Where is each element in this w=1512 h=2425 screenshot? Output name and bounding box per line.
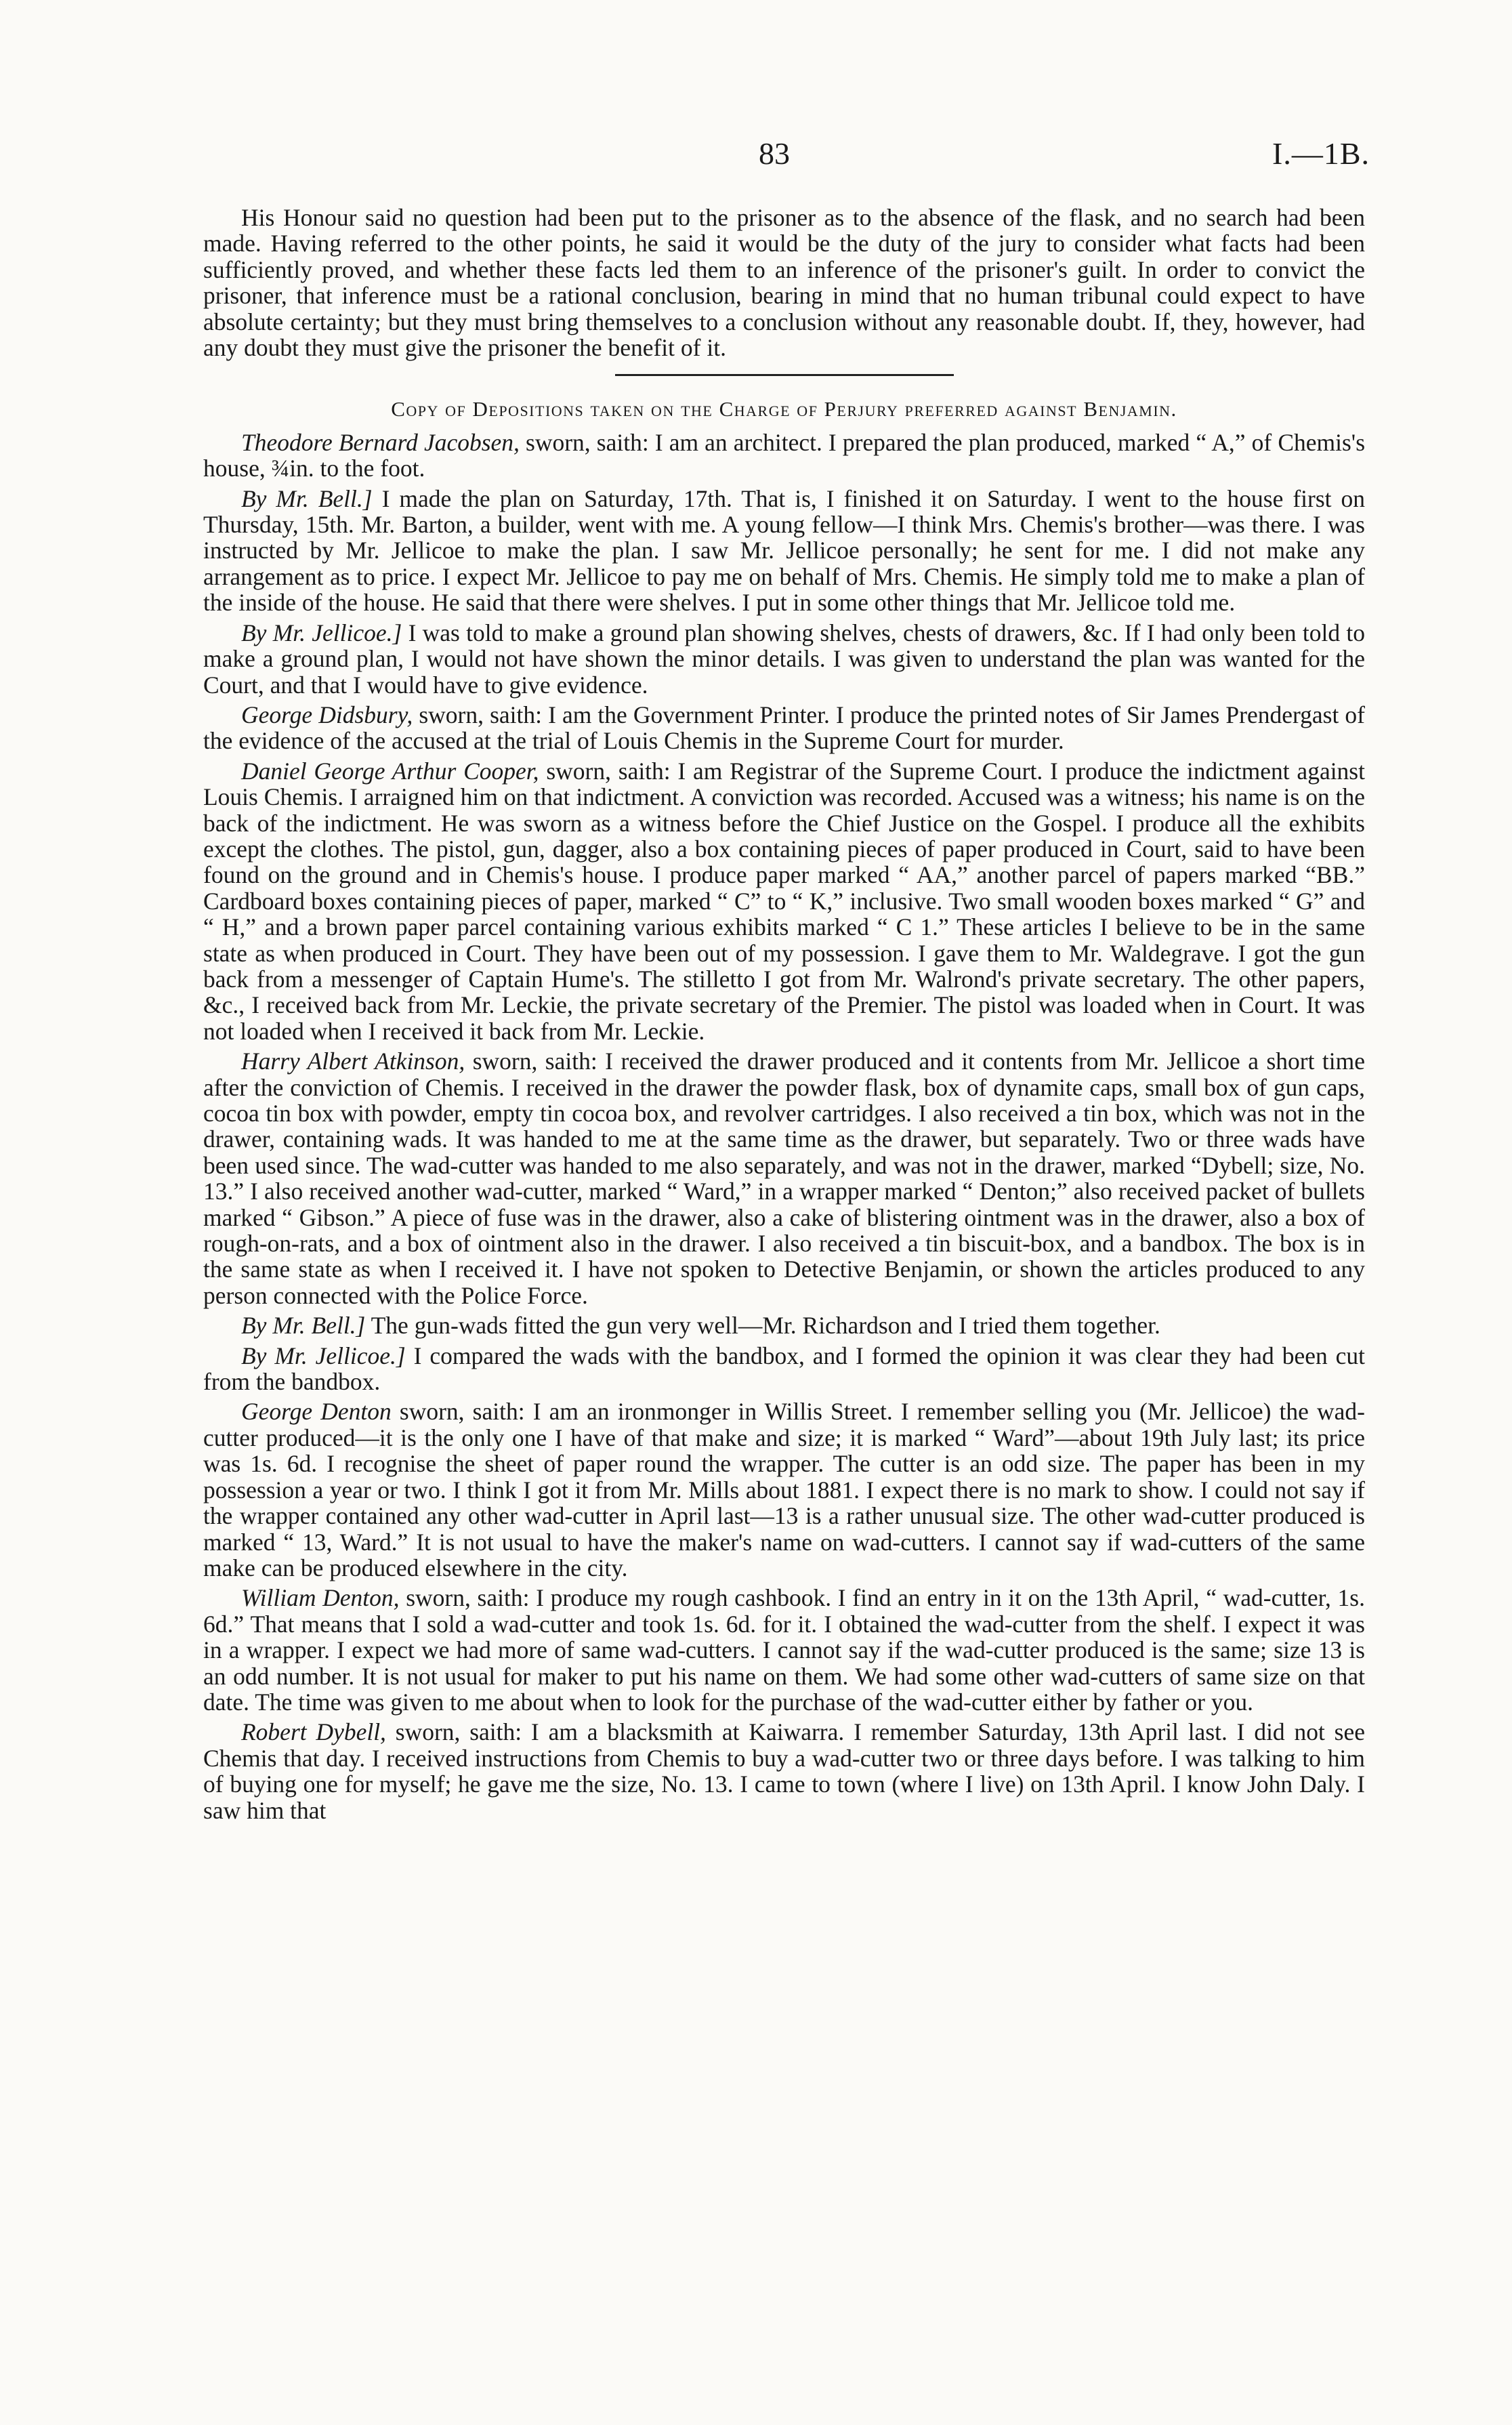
deposition-text: sworn, saith: I am an architect. I prepared the plan produced, marked “ A,” of Chemis's house, ¾in. to the foot. [203, 428, 1366, 482]
deposition-speaker: George Denton [241, 1398, 392, 1426]
deposition-speaker: By Mr. Jellicoe.] [241, 619, 402, 646]
deposition-paragraph [203, 1398, 1365, 1581]
document-code: I.—1B. [1272, 136, 1370, 171]
deposition-speaker: Harry Albert Atkinson, [241, 1048, 465, 1075]
deposition-text: I made the plan on Saturday, 17th. That is, I finished it on Saturday. I went to the house first on Thursday, 15th. Mr. Barton, a builder, went with me. A young fellow—I think Mrs. Chemis's brother—was there. I was instructed by Mr. Jellicoe to make the plan. I saw Mr. Jellicoe personally; he sent for me. I did not make any arrangement as to price. I expect Mr. Jellicoe to pay me on behalf of Mrs. Chemis. He simply told me to make a plan of the inside of the house. He said that there were shelves. I put in some other things that Mr. Jellicoe told me. [203, 484, 1365, 617]
deposition-text: I was told to make a ground plan showing shelves, chests of drawers, &c. If I had only been told to make a ground plan, I would not have shown the minor details. I was given to understand the plan was wanted for the Court, and that I would have to give evidence. [203, 619, 1365, 699]
deposition-paragraph [203, 702, 1365, 754]
deposition-paragraph [203, 1312, 1365, 1338]
deposition-paragraph [203, 430, 1365, 482]
document-body [203, 205, 1365, 1827]
deposition-paragraph [203, 1719, 1365, 1823]
deposition-text: sworn, saith: I received the drawer produced and it contents from Mr. Jellicoe a short time after the conviction of Chemis. I received in the drawer the powder flask, box of dynamite caps, small box of gun caps, cocoa tin box with powder, empty tin cocoa box, and revolver cartridges. I also received a tin box, which was not in the drawer, containing wads. It was handed to me at the same time as the drawer, but separately. Two or three wads have been used since. The wad-cutter was handed to me also separately, and was not in the drawer, marked “Dybell; size, No. 13.” I also received another wad-cutter, marked “ Ward,” in a wrapper marked “ Denton;” also received packet of bullets marked “ Gibson.” A piece of fuse was in the drawer, also a cake of blistering ointment was in the drawer, also a box of rough-on-rats, and a box of ointment also in the drawer. I also received a tin biscuit-box, and a bandbox. The box is in the same state as when I received it. I have not spoken to Detective Benjamin, or shown the articles produced to any person connected with the Police Force. [203, 1048, 1365, 1309]
deposition-text: sworn, saith: I am the Government Printer. I produce the printed notes of Sir James Prendergast of the evidence of the accused at the trial of Louis Chemis in the Supreme Court for murder. [203, 701, 1365, 755]
deposition-text: sworn, saith: I am an ironmonger in Willis Street. I remember selling you (Mr. Jellicoe) the wad-cutter produced—it is the only one I have of that make and size; it is marked “ Ward”—about 19th July last; its price was 1s. 6d. I recognise the sheet of paper round the wrapper. The cutter is an odd size. The paper has been in my possession a year or two. I think I got it from Mr. Mills about 1881. I expect there is no mark to show. I could not say if the wrapper contained any other wad-cutter in April last—13 is a rather unusual size. The other wad-cutter produced is marked “ 13, Ward.” It is not usual to have the maker's name on wad-cutters. I cannot say if wad-cutters of the same make can be produced elsewhere in the city. [203, 1398, 1366, 1581]
section-divider [615, 374, 954, 376]
running-head [0, 136, 1512, 183]
deposition-speaker: By Mr. Jellicoe.] [241, 1342, 406, 1369]
deposition-speaker: By Mr. Bell.] [241, 1312, 366, 1340]
deposition-speaker: Daniel George Arthur Cooper, [241, 757, 539, 785]
deposition-paragraph [203, 758, 1365, 1044]
deposition-paragraph [203, 620, 1365, 698]
deposition-paragraph [203, 1048, 1365, 1308]
deposition-speaker: George Didsbury, [241, 701, 413, 728]
deposition-speaker: Theodore Bernard Jacobsen, [241, 428, 520, 456]
deposition-speaker: By Mr. Bell.] [241, 484, 373, 512]
judge-summary-paragraph: His Honour said no question had been put to the prisoner as to the absence of the flask, and no search had been made. Having referred to the other points, he said it would be the duty of the jury to consider what facts had been sufficiently proved, and whether these facts led them to an inference of the prisoner's guilt. In order to convict the prisoner, that inference must be a rational conclusion, bearing in mind that no human tribunal could expect to have absolute certainty; but they must bring themselves to a conclusion without any reasonable doubt. If, they, however, had any doubt they must give the prisoner the benefit of it. [203, 204, 1365, 362]
deposition-text: sworn, saith: I produce my rough cashbook. I find an entry in it on the 13th April, “ wad-cutter, 1s. 6d.” That means that I sold a wad-cutter and took 1s. 6d. for it. I obtained the wad-cutter from the shelf. I expect it was in a wrapper. I expect we had more of same wad-cutters. I cannot say if the wad-cutter produced is the same; size 13 is an odd number. It is not usual for maker to put his name on them. We had some other wad-cutters of same size on that date. The time was given to me about when to look for the purchase of the wad-cutter either by father or you. [203, 1584, 1365, 1716]
deposition-text: The gun-wads fitted the gun very well—Mr. Richardson and I tried them together. [365, 1312, 1160, 1340]
deposition-paragraph [203, 1343, 1365, 1395]
deposition-text: I compared the wads with the bandbox, and I formed the opinion it was clear they had been cut from the bandbox. [203, 1342, 1365, 1396]
deposition-speaker: William Denton, [241, 1584, 400, 1612]
deposition-text: sworn, saith: I am a blacksmith at Kaiwarra. I remember Saturday, 13th April last. I did not see Chemis that day. I received instructions from Chemis to buy a wad-cutter two or three days before. I was talking to him of buying one for myself; he gave me the size, No. 13. I came to town (where I live) on 13th April. I know John Daly. I saw him that [203, 1718, 1365, 1824]
page-number: 83 [759, 136, 790, 171]
section-heading: Copy of Depositions taken on the Charge of Perjury preferred against Benjamin. [391, 397, 1177, 421]
deposition-paragraph [203, 1585, 1365, 1715]
deposition-speaker: Robert Dybell, [241, 1718, 386, 1746]
deposition-text: sworn, saith: I am Registrar of the Supreme Court. I produce the indictment against Louis Chemis. I arraigned him on that indictment. A conviction was recorded. Accused was a witness; his name is on the back of the indictment. He was sworn as a witness before the Chief Justice on the Gospel. I produce all the exhibits except the clothes. The pistol, gun, dagger, also a box containing pieces of paper produced in Court, said to have been found on the ground and in Chemis's house. I produce paper marked “ AA,” another parcel of papers marked “BB.” Cardboard boxes containing pieces of paper, marked “ C” to “ K,” inclusive. Two small wooden boxes marked “ G” and “ H,” and a brown paper parcel containing various exhibits marked “ C 1.” These articles I believe to be in the same state as when produced in Court. They have been out of my possession. I gave them to Mr. Waldegrave. I got the gun back from a messenger of Captain Hume's. The stilletto I got from Mr. Walrond's private secretary. The other papers, &c., I received back from Mr. Leckie, the private secretary of the Premier. The pistol was loaded when in Court. It was not loaded when I received it back from Mr. Leckie. [203, 757, 1365, 1045]
deposition-paragraph [203, 486, 1365, 616]
